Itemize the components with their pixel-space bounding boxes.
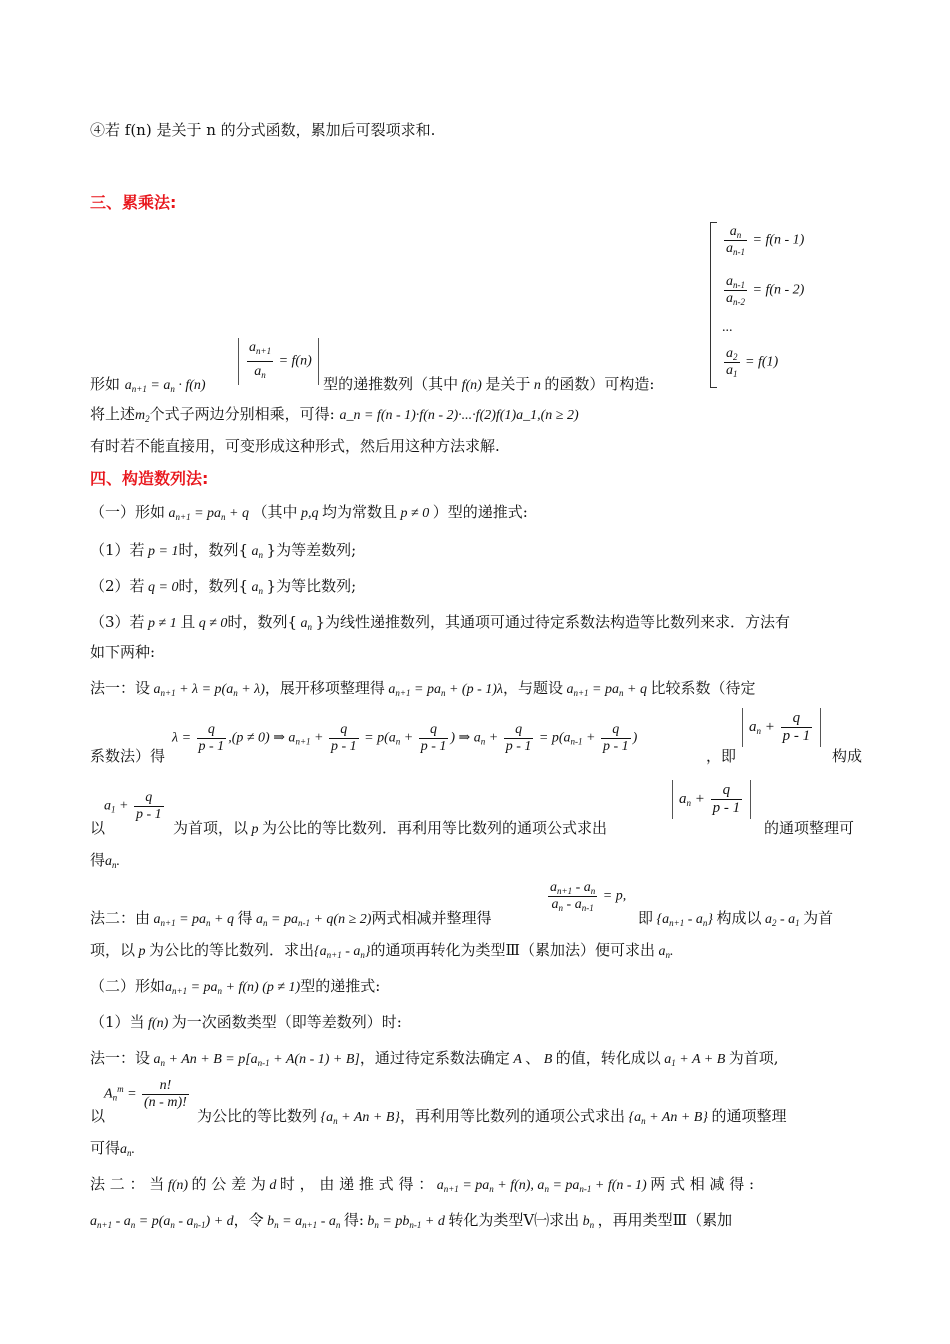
- text: 时，数列{: [178, 541, 249, 559]
- lambda-derivation: λ = $\frac{q}{p - 1}$ ,(p ≠ 0) ⇒ $a_{n+1}$ + $\frac{q}{p - 1}$ = $p(a_n$ + $\frac{q}{p - 1}$ ) ⇒ $a_n$ + $\frac{q}{p - 1}$ = $p(a_{n-1}$ + $\frac{q}{p - 1}$ ): [172, 722, 638, 754]
- permutation-formula: $A_n^m$ = $\frac{n!}{(n - m)!}$: [104, 1078, 187, 1110]
- system-eq-ellipsis: ...: [722, 320, 733, 335]
- text: 为公比的等比数列: [197, 1107, 318, 1125]
- line-fractional-function: ④若 f(n) 是关于 n 的分式函数，累加后可裂项求和.: [90, 121, 436, 139]
- text: ，令: [233, 1211, 264, 1229]
- text: 时 ， 由 递 推 式 得 ：: [279, 1175, 434, 1193]
- text: 型的递推数列（其中: [323, 375, 459, 393]
- first-term: $a_1$ + $\frac{q}{p - 1}$: [104, 790, 162, 822]
- text: （1）若: [90, 541, 145, 559]
- method-2-line-b: 即 $\{a_{n+1} - a_n\}$ 构成以 $a_2 - a_1$ 为首: [638, 909, 834, 928]
- text: 为一次函数类型（即等差数列）时:: [171, 1013, 402, 1031]
- text: （其中: [252, 503, 298, 521]
- product-form-line: 形如 $a_{n+1} = a_n \cdot f(n)$ $\frac{a_{n+1}}{a_n}$ = f(n) 型的递推数列（其中 f(n) 是关于 n 的函数）可构造:: [90, 340, 655, 394]
- text: ）型的递推式:: [432, 503, 528, 521]
- text: 得: [90, 851, 106, 869]
- product-formula: a_n = f(n - 1)·f(n - 2)·...·f(2)f(1)a_1,(n ≥ 2): [339, 408, 579, 423]
- method-2-line: 法二：由 $a_{n+1} = pa_n + q$ 得 $a_n = pa_{n-1} + q(n \ge 2)$两式相减并整理得: [90, 909, 492, 928]
- text: 的函数）可构造:: [544, 375, 655, 393]
- text: 均为常数且: [322, 503, 398, 521]
- text: 以: [90, 1107, 106, 1125]
- text: 、: [525, 1049, 541, 1067]
- text: 项，以: [90, 941, 136, 959]
- text: 是关于: [485, 375, 531, 393]
- text: （1）当: [90, 1013, 145, 1031]
- text: 时，数列{: [178, 577, 249, 595]
- text: 且: [180, 613, 196, 631]
- heading-section-4: 四、构造数列法:: [90, 469, 209, 488]
- text: 法 二 ： 当: [90, 1175, 165, 1193]
- text: 系数法）得: [90, 747, 166, 765]
- text: 构成以: [716, 909, 762, 927]
- method-1-line-2: 以 为首项，以 p 为公比的等比数列．再利用等比数列的通项公式求出: [90, 819, 608, 837]
- text: （一）形如: [90, 503, 166, 521]
- text: 的通项整理可: [764, 819, 855, 837]
- case-3-line: （3）若 p ≠ 1 且 q ≠ 0时，数列{ $a_n$ }为线性递推数列，其通项可通过待定系数法构造等比数列来求．方法有: [90, 613, 791, 632]
- text: 得: [237, 909, 253, 927]
- g-method-1-line: 法一：设 $a_n + An + B = p[a_{n-1} + A(n - 1) + B]$，通过待定系数法确定 A 、 B 的值，转化成以 $a_1 + A + B$ 为首项,: [90, 1049, 779, 1068]
- method-2-line-2: 项，以 p 为公比的等比数列．求出$\{a_{n+1} - a_n\}$的通项再转化为类型Ⅲ（累加法）便可求出 $a_n$.: [90, 941, 674, 960]
- g-method-1-line-2: 以 为公比的等比数列 $\{a_n + An + B\}$，再利用等比数列的通项公式求出 $\{a_n + An + B\}$ 的通项整理: [90, 1107, 787, 1126]
- subsection-2-line: （二）形如$a_{n+1} = pa_n + f(n) (p \ne 1)$型的递推式:: [90, 977, 381, 996]
- text: 两 式 相 减 得 :: [650, 1175, 755, 1193]
- method-1-result: [90, 746, 165, 766]
- g-method-1-line-3: 可得$a_n$.: [90, 1139, 136, 1158]
- method-1-goucheng: [832, 746, 862, 766]
- text: 个式子两边分别相乘，可得:: [149, 405, 335, 423]
- text: }为等比数列;: [266, 577, 357, 595]
- ratio-fraction: $\frac{a_{n+1} - a_n}{a_n - a_{n-1}}$ = p,: [550, 880, 627, 913]
- case-1-line: （1）若 p = 1时，数列{ $a_n$ }为等差数列;: [90, 541, 357, 560]
- method-1-line: 法一：设 $a_{n+1} + \lambda = p(a_n + \lambda)$，展开移项整理得 $a_{n+1} = pa_n + (p - 1)\lambda$，与题设 $a_{n+1} = pa_n + q$ 比较系数（待定: [90, 679, 756, 698]
- text: 的 公 差 为: [191, 1175, 266, 1193]
- text: 比较系数（待定: [650, 679, 756, 697]
- method-1-ji: [706, 746, 736, 766]
- text: （2）若: [90, 577, 145, 595]
- text: 的值，转化成以: [555, 1049, 661, 1067]
- subsection-1-line: （一）形如 $a_{n+1} = pa_n + q$ （其中 p,q 均为常数且 p ≠ 0 ）型的递推式:: [90, 503, 528, 522]
- product-multiply-line: 将上述$m_2$个式子两边分别相乘，可得: a_n = f(n - 1)·f(n - 2)·...·f(2)f(1)a_1,(n ≥ 2): [90, 405, 579, 424]
- method-1-end: [764, 818, 854, 838]
- text: ，再用类型Ⅲ（累加: [597, 1211, 733, 1229]
- text: 两式相减并整理得: [371, 909, 492, 927]
- text: （二）形如: [90, 977, 166, 995]
- text: }为等差数列;: [266, 541, 357, 559]
- text: ，通过待定系数法确定: [359, 1049, 510, 1067]
- text: 型的递推式:: [300, 977, 381, 995]
- case-3-cont: 如下两种:: [90, 643, 156, 661]
- heading-section-3: 三、累乘法:: [90, 193, 177, 212]
- constructed-sequence-2: $a_n$ + $\frac{q}{p - 1}$: [672, 780, 751, 819]
- text: ，即: [706, 747, 737, 765]
- text: 为首: [803, 909, 834, 927]
- text: 将上述: [90, 405, 136, 423]
- constructed-sequence: $a_n$ + $\frac{q}{p - 1}$: [742, 708, 821, 747]
- case-2-line: （2）若 q = 0时，数列{ $a_n$ }为等比数列;: [90, 577, 357, 596]
- text: ，与题设: [502, 679, 563, 697]
- system-eq-last: $\frac{a_2}{a_1}$ = f(1): [726, 346, 779, 379]
- text: 法二：由: [90, 909, 151, 927]
- text: 法一：设: [90, 1049, 151, 1067]
- g-method-2-line: 法 二 ： 当 f(n) 的 公 差 为 d 时 ， 由 递 推 式 得 ： $a_{n+1} = pa_n + f(n)$, $a_n = pa_{n-1} + f(n - 1)$ 两 式 相 减 得 :: [90, 1175, 755, 1194]
- method-1-de: 得$a_n$.: [90, 851, 121, 870]
- product-note: 有时若不能直接用，可变形成这种形式，然后用这种方法求解.: [90, 437, 500, 455]
- text: 法一：设: [90, 679, 151, 697]
- text: 的通项整理: [711, 1107, 787, 1125]
- text: 为首项,: [728, 1049, 779, 1067]
- text: 的通项再转化为类型Ⅲ（累加法）便可求出: [370, 941, 655, 959]
- text: 为首项，以: [173, 819, 249, 837]
- text: ，展开移项整理得: [264, 679, 385, 697]
- text: 转化为类型Ⅴ㈠求出: [448, 1211, 580, 1229]
- text: 时，数列{: [227, 613, 297, 631]
- text: 可得: [90, 1139, 121, 1157]
- text: }为线性递推数列，其通项可通过待定系数法构造等比数列来求．方法有: [315, 613, 791, 631]
- system-eq-1: $\frac{a_n}{a_{n-1}}$ = f(n - 1): [726, 224, 805, 257]
- text: ，再利用等比数列的通项公式求出: [399, 1107, 625, 1125]
- text: （3）若: [90, 613, 145, 631]
- text: 得:: [343, 1211, 364, 1229]
- g-method-2-line-2: $a_{n+1} - a_n = p(a_n - a_{n-1}) + d$，令 $b_n = a_{n+1} - a_n$ 得: $b_n = pb_{n-1} + d$ 转化为类型Ⅴ㈠求出 $b_n$ ，再用类型Ⅲ（累加: [90, 1211, 733, 1230]
- text: 为公比的等比数列．求出: [149, 941, 315, 959]
- text: 以: [90, 819, 106, 837]
- case-linear-line: （1）当 f(n) 为一次函数类型（即等差数列）时:: [90, 1013, 402, 1031]
- system-eq-2: $\frac{a_{n-1}}{a_{n-2}}$ = f(n - 2): [726, 274, 805, 307]
- text: 即: [638, 909, 654, 927]
- text: 为公比的等比数列．再利用等比数列的通项公式求出: [262, 819, 608, 837]
- text: 构成: [832, 747, 863, 765]
- text: 形如: [90, 375, 121, 393]
